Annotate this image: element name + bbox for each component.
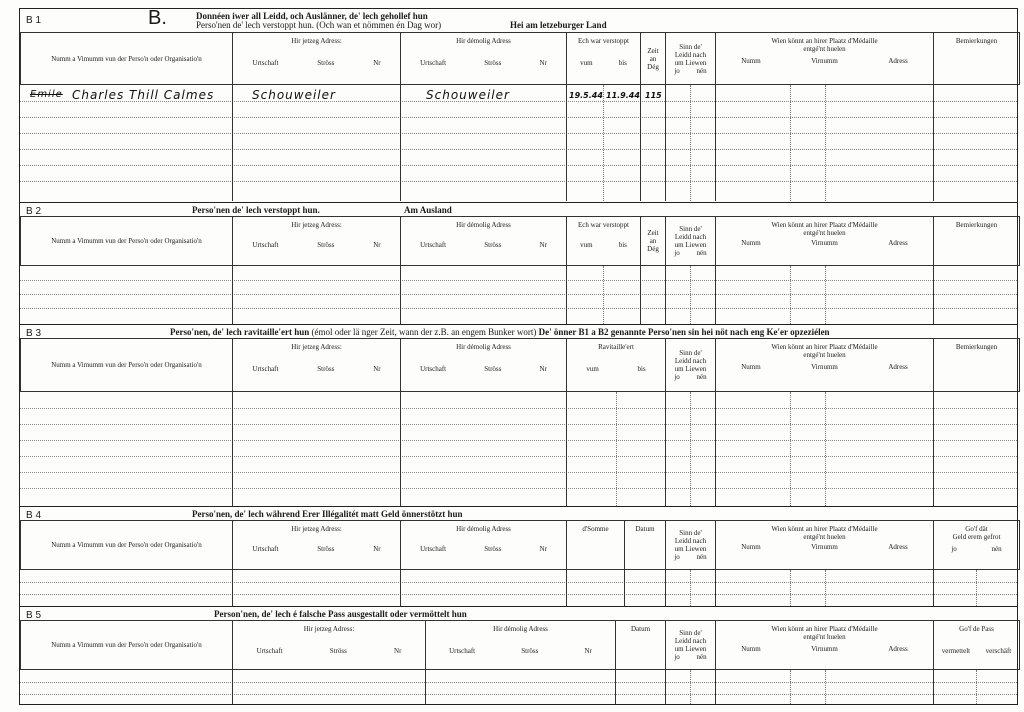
section-b5-header [20,620,1020,670]
col-days: Zeit an Dég [641,33,666,85]
col-remarks: Bemierkungen [934,217,1020,266]
section-b1-title-3: Hei am letzeburger Land [510,20,607,30]
col-current-address: Hir jetzeg Adress: Urtschaft Ströss Nr [233,621,426,670]
col-medal: Wien könnt an hirer Plaatz d'Médaille entgé'nt huelen Numm Virnumm Adress [716,521,934,570]
col-suffered: Sinn de' Leidd nach um Liewen jo nén [666,33,716,85]
col-medal: Wien könnt an hirer Plaatz d'Médaille entgé'nt huelen Numm Virnumm Adress [716,621,934,670]
form-frame [19,8,1018,705]
section-b3-id: B 3 [26,328,42,339]
col-former-address: Hir démolig Adress Urtschaft Ströss Nr [401,217,567,266]
col-suffered: Sinn de' Leidd nach um Liewen jo nén [666,339,716,392]
handwritten-current-locality: Schouweiler [252,88,336,102]
section-b2-id: B 2 [26,206,42,217]
col-suffered: Sinn de' Leidd nach um Liewen jo nén [666,521,716,570]
section-b4-rows [20,570,1017,606]
form-letter: B. [148,7,167,29]
col-name: Numm a Vimumm vun der Perso'n oder Organisatio'n [21,217,233,266]
col-name: Numm a Vimumm vun der Perso'n oder Organisatio'n [21,339,233,392]
handwritten-name: Charles Thill Calmes [72,88,215,102]
section-b3-rows [20,392,1017,506]
section-b4 [20,506,1017,606]
col-former-address: Hir démolig Adress Urtschaft Ströss Nr [426,621,616,670]
section-b4-title: Perso'nen, de' lech während Erer Illégalitét matt Geld önnerstötzt hun [192,509,463,519]
section-b1-header [20,32,1020,85]
col-medal: Wien könnt an hirer Plaatz d'Médaille entgé'nt huelen Numm Virnumm Adress [716,33,934,85]
section-b1-title-2: Perso'nen de' lech verstoppt hun. (Och wan et nömmen én Dag wor) [196,20,442,30]
col-medal: Wien könnt an hirer Plaatz d'Médaille entgé'nt huelen Numm Virnumm Adress [716,217,934,266]
col-date: Datum [616,621,666,670]
col-former-address: Hir démolig Adress Urtschaft Ströss Nr [401,521,567,570]
col-medal: Wien könnt an hirer Plaatz d'Médaille entgé'nt huelen Numm Virnumm Adress [716,339,934,392]
col-current-address: Hir jetzeg Adress: Urtschaft Ströss Nr [233,339,401,392]
section-b2-title-2: Am Ausland [404,205,452,215]
section-b1 [20,9,1017,202]
section-b2-header [20,216,1020,266]
section-b3-title: Perso'nen, de' lech ravitaille'ert hun (émol oder lä nger Zeit, wann der z.B. an engem Bunker wort) De' önner B1 a B2 genannte Perso'nen sin hei nöt nach eng Ke'er opzeziélen [170,327,830,337]
col-suffered: Sinn de' Leidd nach um Liewen jo nén [666,217,716,266]
section-b5-rows [20,670,1017,704]
col-hidden-period: Ech war verstoppt vum bis [567,217,641,266]
handwritten-days: 115 [645,91,662,100]
col-hidden-period: Ech war verstoppt vum bis [567,33,641,85]
col-current-address: Hir jetzeg Adress: Urtschaft Ströss Nr [233,217,401,266]
col-remarks: Bemierkungen [934,339,1020,392]
handwritten-struck-name: Emile [30,89,63,100]
col-suffered: Sinn de' Leidd nach um Liewen jo nén [666,621,716,670]
col-sum: d'Somme [567,521,625,570]
handwritten-from-date: 19.5.44 [569,91,603,100]
col-money-requested: Go'f dät Geld erem gefrot jo nén [934,521,1020,570]
col-days: Zeit an Dég [641,217,666,266]
col-name: Numm a Vimumm vun der Perso'n oder Organisatio'n [21,621,233,670]
col-current-address: Hir jetzeg Adress: Urtschaft Ströss Nr [233,33,401,85]
section-b1-id: B 1 [26,15,42,26]
handwritten-former-locality: Schouweiler [426,88,510,102]
section-b4-id: B 4 [26,510,42,521]
section-b3-header [20,338,1020,392]
col-remarks: Bemierkungen [934,33,1020,85]
section-b5-title: Person'nen, de' lech é falsche Pass ausgestallt oder vermöttelt hun [214,609,467,619]
section-b3 [20,324,1017,506]
col-supplied-period: Ravitaille'ert vum bis [567,339,666,392]
section-b5 [20,606,1017,704]
col-name: Numm a Vimumm vun der Perso'n oder Organisatio'n [21,521,233,570]
section-b2-title-1: Perso'nen de' lech verstoppt hun. [192,205,320,215]
section-b1-rows [20,85,1017,201]
section-b2 [20,202,1017,324]
col-former-address: Hir démolig Adress Urtschaft Ströss Nr [401,339,567,392]
section-b4-header [20,520,1020,570]
col-name: Numm a Vimumm vun der Perso'n oder Organisatio'n [21,33,233,85]
section-b2-rows [20,266,1017,324]
section-b1-title-1: Donnéen iwer all Leidd, och Auslänner, de' lech gehollef hun [196,11,428,21]
col-passport: Go'f de Pass vermettelt verschäft [934,621,1020,670]
section-b5-id: B 5 [26,610,42,621]
handwritten-to-date: 11.9.44 [606,91,640,100]
col-current-address: Hir jetzeg Adress: Urtschaft Ströss Nr [233,521,401,570]
col-former-address: Hir démolig Adress Urtschaft Ströss Nr [401,33,567,85]
col-date: Datum [625,521,666,570]
